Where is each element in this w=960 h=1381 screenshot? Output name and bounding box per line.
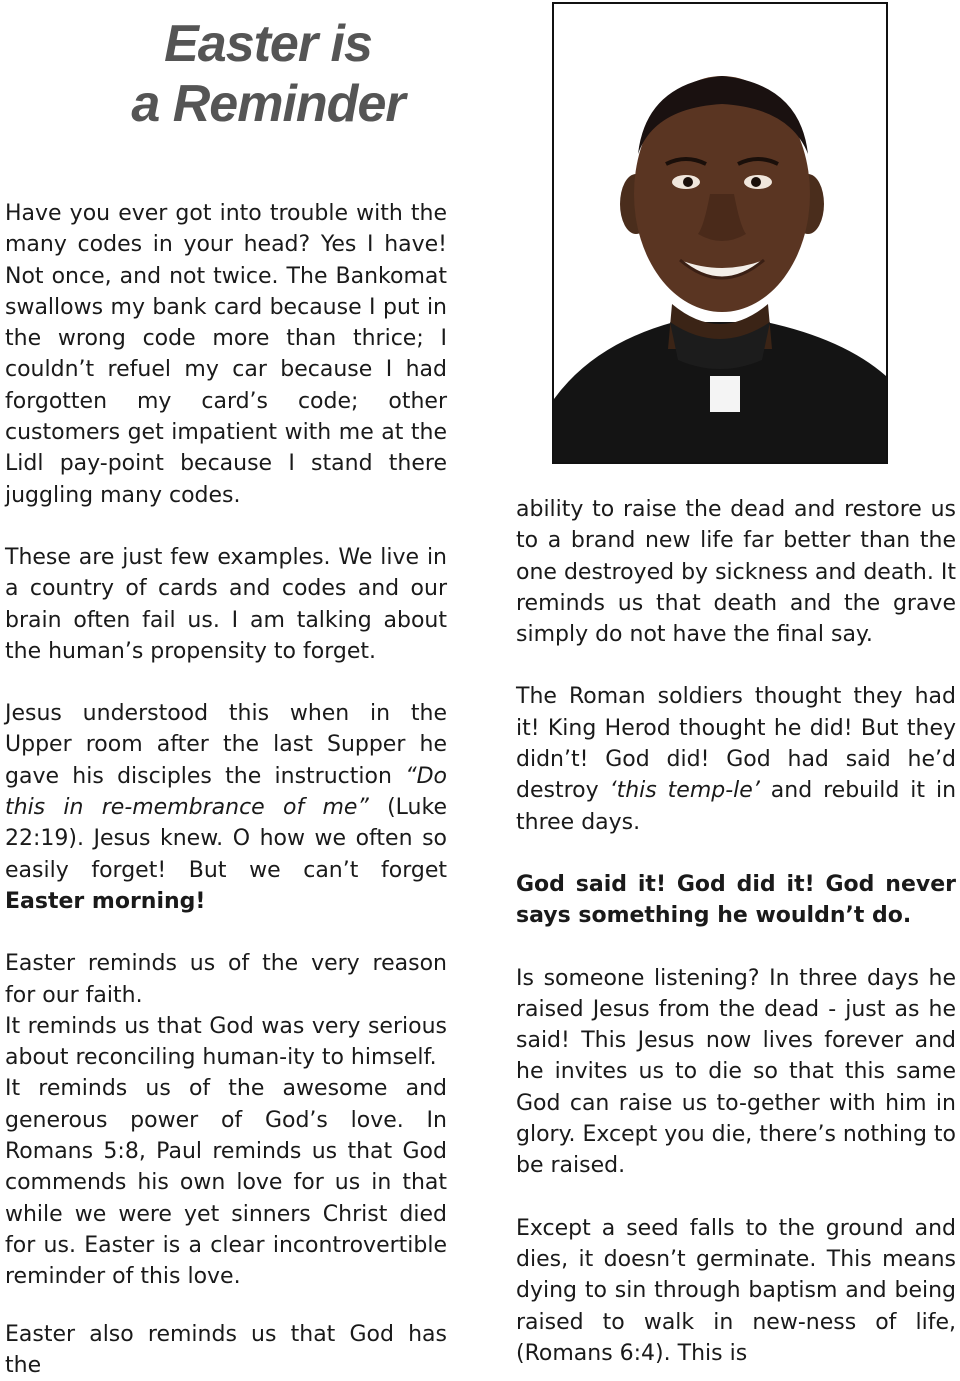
paragraph: Except a seed falls to the ground and dies, it doesn’t germinate. This means dying to sin through baptism and being raised to walk in new-ness of life, (Romans 6:4). This is bbox=[516, 1213, 956, 1369]
scripture-quote: “Do this in re-membrance of me” bbox=[5, 764, 447, 820]
title-line-2: a Reminder bbox=[88, 74, 448, 134]
priest-portrait-image bbox=[554, 4, 886, 462]
article-title bbox=[88, 14, 448, 134]
right-column bbox=[516, 494, 956, 1369]
paragraph: These are just few examples. We live in a country of cards and codes and our brain often fail us. I am talking about the human’s propensity to forget. bbox=[5, 542, 447, 667]
paragraph bbox=[516, 681, 956, 837]
scripture-quote: ‘this temp-le’ bbox=[610, 778, 760, 803]
paragraph: Easter also reminds us that God has the bbox=[5, 1319, 447, 1381]
emphasis-text: God said it! God did it! God never says something he wouldn’t do. bbox=[516, 872, 956, 928]
emphasis-text: Easter morning! bbox=[5, 889, 205, 914]
paragraph: Easter reminds us of the very reason for our faith. bbox=[5, 948, 447, 1011]
title-line-1: Easter is bbox=[88, 14, 448, 74]
paragraph: ability to raise the dead and restore us to a brand new life far better than the one destroyed by sickness and death. It reminds us that death and the grave simply do not have the final say. bbox=[516, 494, 956, 650]
text-run: The Roman soldiers thought they had it! King Herod thought he did! But they didn’t! God did! God had said he’d destroy bbox=[516, 684, 956, 803]
paragraph bbox=[516, 869, 956, 932]
text-run: (Luke 22:19). Jesus knew. O how we often so easily forget! But we can’t forget bbox=[5, 795, 447, 883]
text-run: Jesus understood this when in the Upper room after the last Supper he gave his disciples the instruction bbox=[5, 701, 447, 789]
paragraph: It reminds us of the awesome and generous power of God’s love. In Romans 5:8, Paul reminds us that God commends his own love for us in that while we were yet sinners Christ died for us. Easter is a clear incontrovertible reminder of this love. bbox=[5, 1073, 447, 1292]
paragraph: Is someone listening? In three days he raised Jesus from the dead - just as he said! This Jesus now lives forever and he invites us to die so that this same God can raise us to-gether with him in glory. Except you die, there’s nothing to be raised. bbox=[516, 963, 956, 1182]
left-column bbox=[5, 198, 447, 1381]
paragraph: Have you ever got into trouble with the many codes in your head? Yes I have! Not once, and not twice. The Bankomat swallows my bank card because I put in the wrong code more than thrice; I couldn’t refuel my car because I had forgotten my card’s code; other customers get impatient with me at the Lidl pay-point because I stand there juggling many codes. bbox=[5, 198, 447, 511]
author-photo bbox=[552, 2, 888, 464]
paragraph bbox=[5, 698, 447, 917]
text-run: and rebuild it in three days. bbox=[516, 778, 956, 834]
paragraph: It reminds us that God was very serious about reconciling human-ity to himself. bbox=[5, 1011, 447, 1074]
